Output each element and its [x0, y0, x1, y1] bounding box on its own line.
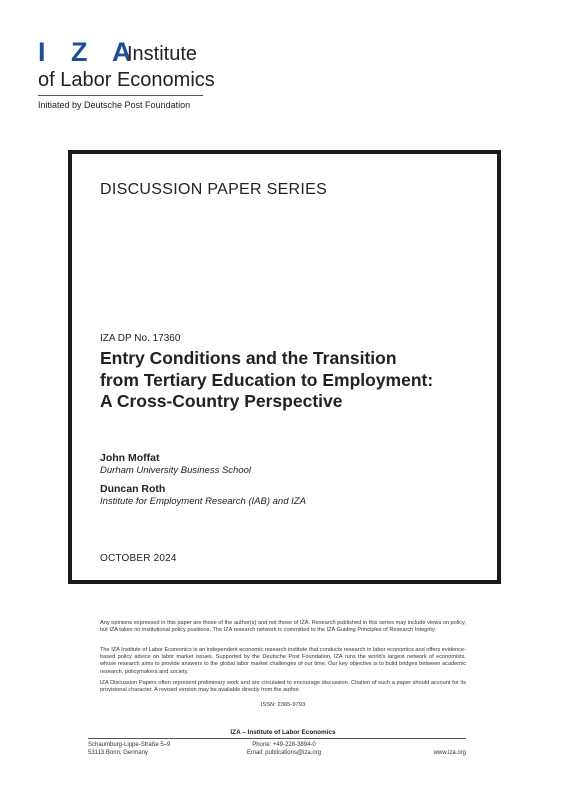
footer-website-link[interactable]: www.iza.org	[433, 749, 466, 756]
institute-description-paragraph: The IZA Institute of Labor Economics is an independent economic research institute that conducts research in labor economics and offers evidence-based policy advice on labor market issues. Supported by the Deutsche Post Foundation, IZA runs the world’s largest network of economists, whose research aims to provide answers to the global labor market challenges of our time. Our key objective is to build bridges between academic research, policymakers and society.	[100, 647, 466, 675]
issn-number: ISSN: 2365-9793	[260, 702, 306, 708]
footer-contact	[243, 742, 325, 757]
iza-logo-mark: I Z A	[38, 37, 141, 67]
paper-title-line: A Cross-Country Perspective	[100, 391, 343, 411]
author-name: John Moffat	[100, 452, 160, 464]
paper-title-line: Entry Conditions and the Transition	[100, 348, 397, 368]
footer-email[interactable]: Email: publications@iza.org	[246, 749, 322, 756]
logo-word-institute: Institute	[127, 43, 198, 65]
logo-divider	[38, 95, 203, 96]
footer-divider	[88, 738, 466, 739]
footer-organization: IZA – Institute of Labor Economics	[230, 729, 336, 736]
footer-phone: Phone: +49-228-3894-0	[252, 742, 316, 748]
discussion-paper-note-paragraph: IZA Discussion Papers often represent preliminary work and are circulated to encourage discussion. Citation of such a paper should account for its provisional character. A revised version may be available directly from the author.	[100, 680, 466, 694]
discussion-paper-number: IZA DP No. 17360	[100, 333, 181, 344]
publication-date: OCTOBER 2024	[100, 553, 177, 564]
logo-line-labor-economics: of Labor Economics	[38, 69, 215, 91]
address-line: 53113 Bonn, Germany	[88, 749, 148, 756]
disclaimer-paragraph: Any opinions expressed in this paper are those of the author(s) and not those of IZA. Research published in this series may include views on policy, but IZA takes no institutional policy positions. The IZA research network is committed to the IZA Guiding Principles of Research Integrity.	[100, 620, 466, 634]
address-line: Schaumburg-Lippe-Straße 5–9	[88, 742, 171, 748]
paper-title	[100, 348, 470, 413]
logo-tagline: Initiated by Deutsche Post Foundation	[38, 100, 191, 110]
author-affiliation: Institute for Employment Research (IAB) and IZA	[100, 496, 306, 507]
footer-address	[88, 742, 170, 757]
series-heading: DISCUSSION PAPER SERIES	[100, 181, 328, 198]
author-affiliation: Durham University Business School	[100, 465, 252, 476]
paper-title-line: from Tertiary Education to Employment:	[100, 369, 434, 390]
author-name: Duncan Roth	[100, 483, 166, 495]
